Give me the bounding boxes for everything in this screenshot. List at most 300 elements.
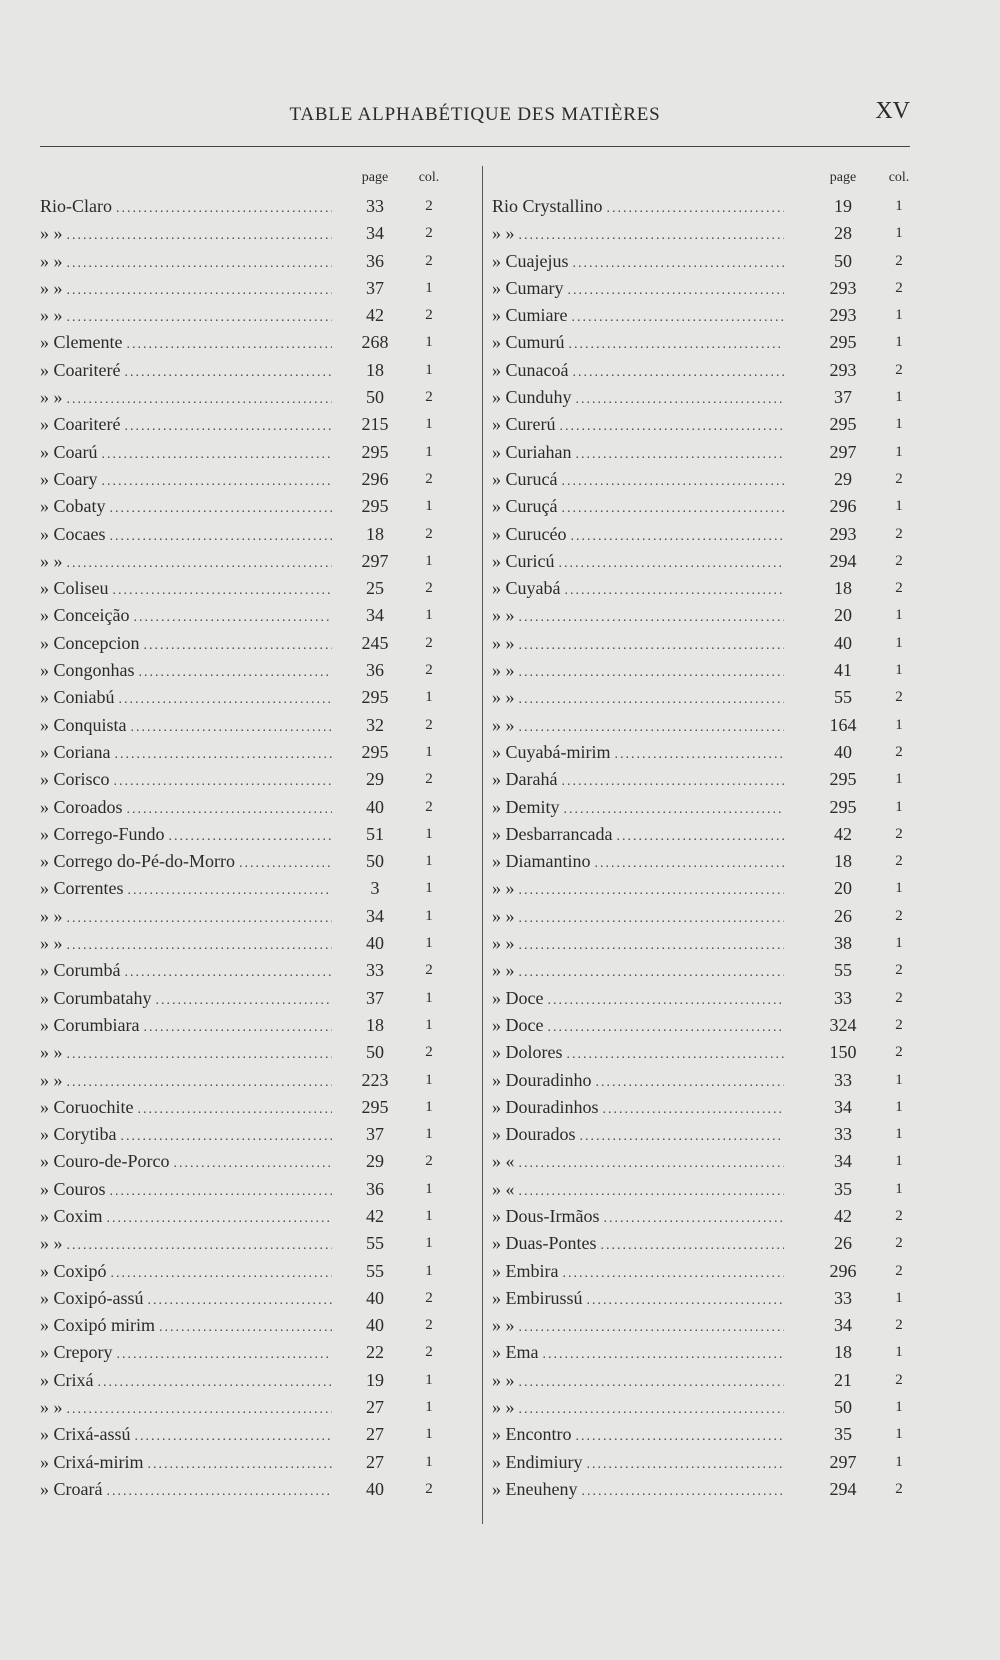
dot-leader [67, 283, 333, 299]
page-column-header: page [829, 170, 857, 185]
index-entry [40, 385, 475, 412]
dot-leader [148, 1293, 333, 1309]
entry-label: » Corrego do-Pé-do-Morro [40, 851, 235, 872]
entry-page: 296 [829, 496, 857, 517]
index-entry [40, 1122, 475, 1149]
dot-leader [110, 501, 333, 517]
entry-page: 28 [834, 223, 852, 244]
entry-label: Rio-Claro [40, 196, 112, 216]
entry-page: 293 [829, 305, 857, 326]
index-entry [492, 1013, 917, 1040]
entry-name [492, 769, 784, 793]
entry-label: » Cocaes [40, 523, 106, 544]
entry-name [40, 1370, 332, 1394]
entry-page: 19 [834, 196, 852, 216]
index-entry [40, 631, 475, 658]
entry-label: » Curucéo [492, 523, 567, 544]
entry-label: » « [492, 1178, 515, 1199]
index-entry [492, 713, 917, 740]
entry-col: 1 [425, 498, 433, 515]
entry-col: 1 [895, 607, 903, 624]
entry-col: 2 [895, 1262, 903, 1279]
entry-col: 2 [425, 307, 433, 324]
entry-page: 34 [366, 223, 384, 244]
entry-name [40, 797, 332, 821]
entry-label: » Cumiare [492, 305, 568, 326]
entry-col: 1 [895, 307, 903, 324]
index-entry [40, 1231, 475, 1258]
entry-label: » Coniabú [40, 687, 115, 708]
entry-col: 1 [895, 334, 903, 351]
entry-label: » Congonhas [40, 660, 135, 681]
entry-name [40, 906, 332, 930]
entry-page: 40 [366, 1315, 384, 1336]
entry-label: » Dourados [492, 1124, 576, 1145]
dot-leader [106, 1484, 332, 1500]
entry-label: » » [40, 387, 63, 408]
entry-name [40, 414, 332, 438]
entry-name [492, 1424, 784, 1448]
entry-col: 2 [425, 580, 433, 597]
entry-page: 26 [834, 905, 852, 926]
index-entry [492, 1122, 917, 1149]
entry-col: 1 [895, 1098, 903, 1115]
dot-leader [113, 583, 332, 599]
entry-label: » Darahá [492, 769, 558, 790]
entry-page: 215 [361, 414, 389, 435]
entry-page: 20 [834, 605, 852, 626]
index-entry [492, 1231, 917, 1258]
entry-label: » » [492, 878, 515, 899]
entry-col: 2 [895, 1317, 903, 1334]
entry-page: 18 [366, 1014, 384, 1035]
dot-leader [67, 228, 333, 244]
dot-leader [575, 447, 784, 463]
dot-leader [126, 337, 332, 353]
entry-label: » Crixá-mirim [40, 1451, 144, 1472]
dot-leader [559, 419, 784, 435]
entry-col: 1 [425, 1071, 433, 1088]
entry-label: » Curuçá [492, 496, 558, 517]
index-entry [40, 822, 475, 849]
dot-leader [116, 1347, 332, 1363]
entry-page: 3 [370, 878, 380, 899]
entry-page: 33 [834, 987, 852, 1008]
index-entry [492, 1477, 917, 1504]
entry-label: » Doce [492, 987, 544, 1008]
entry-page: 37 [366, 987, 384, 1008]
entry-col: 1 [425, 1426, 433, 1443]
entry-label: » Cumurú [492, 332, 565, 353]
entry-col: 1 [425, 1016, 433, 1033]
dot-leader [67, 310, 333, 326]
entry-col: 2 [895, 1371, 903, 1388]
entry-label: » Desbarrancada [492, 823, 613, 844]
entry-col: 2 [895, 907, 903, 924]
dot-leader [147, 1457, 332, 1473]
page-column-header: page [361, 170, 389, 185]
dot-leader [607, 201, 784, 217]
entry-name [40, 278, 332, 302]
col-column-header: col. [888, 170, 910, 185]
entry-name [492, 1206, 784, 1230]
entry-page: 42 [834, 823, 852, 844]
entry-col: 2 [425, 389, 433, 406]
dot-leader [564, 583, 784, 599]
entry-name [40, 360, 332, 384]
entry-name [492, 960, 784, 984]
index-entry [492, 931, 917, 958]
dot-leader [519, 720, 785, 736]
entry-name [492, 1015, 784, 1039]
entry-name [40, 196, 332, 220]
entry-label: » Coarú [40, 441, 98, 462]
column-header [40, 168, 475, 194]
entry-page: 19 [366, 1369, 384, 1390]
entry-page: 32 [366, 714, 384, 735]
entry-label: » » [40, 250, 63, 271]
header-rule [40, 146, 910, 147]
entry-col: 1 [895, 771, 903, 788]
dot-leader [67, 911, 333, 927]
index-entry [40, 576, 475, 603]
index-entry [492, 1204, 917, 1231]
entry-col: 2 [895, 689, 903, 706]
entry-page: 55 [366, 1260, 384, 1281]
dot-leader [173, 1156, 332, 1172]
index-column-right [492, 168, 917, 1504]
index-entry [40, 904, 475, 931]
index-entry [492, 1259, 917, 1286]
entry-label: » Coriana [40, 741, 111, 762]
dot-leader [124, 365, 332, 381]
entry-page: 35 [834, 1178, 852, 1199]
entry-label: » Corytiba [40, 1124, 117, 1145]
entry-page: 33 [834, 1069, 852, 1090]
entry-name [40, 496, 332, 520]
entry-name [40, 305, 332, 329]
entry-page: 297 [361, 550, 389, 571]
dot-leader [169, 829, 333, 845]
entry-page: 27 [366, 1397, 384, 1418]
entry-page: 26 [834, 1233, 852, 1254]
entry-col: 2 [425, 470, 433, 487]
dot-leader [519, 665, 785, 681]
entry-col: 2 [895, 470, 903, 487]
entry-name [492, 251, 784, 275]
entry-page: 295 [361, 741, 389, 762]
index-entry [492, 412, 917, 439]
entry-page: 293 [829, 277, 857, 298]
entry-page: 50 [834, 250, 852, 271]
dot-leader [67, 1238, 333, 1254]
index-entry [492, 330, 917, 357]
entry-label: » Couro-de-Porco [40, 1151, 170, 1172]
entry-col: 2 [895, 853, 903, 870]
dot-leader [121, 1129, 333, 1145]
entry-page: 40 [834, 741, 852, 762]
entry-page: 40 [366, 1287, 384, 1308]
entry-col: 1 [425, 1207, 433, 1224]
dot-leader [519, 911, 785, 927]
entry-name [492, 360, 784, 384]
index-entry [492, 685, 917, 712]
entry-page: 268 [361, 332, 389, 353]
entry-name [40, 1479, 332, 1503]
entry-name [492, 1397, 784, 1421]
entry-page: 295 [361, 687, 389, 708]
entry-label: » » [40, 1233, 63, 1254]
entry-label: » Duas-Pontes [492, 1233, 597, 1254]
entry-name [492, 988, 784, 1012]
entry-page: 294 [829, 1478, 857, 1499]
entry-label: » Curiahan [492, 441, 572, 462]
entry-name [40, 332, 332, 356]
entry-name [492, 687, 784, 711]
entry-col: 1 [895, 1426, 903, 1443]
dot-leader [562, 1266, 784, 1282]
entry-name [40, 1042, 332, 1066]
entry-label: » Endimiury [492, 1451, 583, 1472]
dot-leader [561, 501, 784, 517]
dot-leader [569, 337, 784, 353]
entry-page: 245 [361, 632, 389, 653]
entry-page: 50 [366, 387, 384, 408]
index-entry [492, 1068, 917, 1095]
entry-col: 1 [895, 1071, 903, 1088]
entry-page: 34 [834, 1096, 852, 1117]
entry-col: 2 [895, 1207, 903, 1224]
entry-label: » Coroados [40, 796, 123, 817]
index-entry [492, 1286, 917, 1313]
dot-leader [587, 1457, 785, 1473]
entry-label: » » [492, 905, 515, 926]
dot-leader [127, 883, 332, 899]
dot-leader [67, 1402, 333, 1418]
entry-page: 35 [834, 1424, 852, 1445]
dot-leader [519, 938, 785, 954]
entry-label: » Cuyabá-mirim [492, 741, 611, 762]
entry-name [492, 1288, 784, 1312]
entry-col: 2 [895, 252, 903, 269]
entry-label: » Corumbatahy [40, 987, 152, 1008]
entry-label: » Crepory [40, 1342, 113, 1363]
index-entry [492, 658, 917, 685]
entry-label: » Coxim [40, 1205, 103, 1226]
index-list-left [40, 194, 475, 1504]
index-entry [492, 1368, 917, 1395]
entry-label: » Ema [492, 1342, 539, 1363]
index-entry [492, 494, 917, 521]
entry-label: » » [492, 1397, 515, 1418]
entry-label: » Coariteré [40, 414, 121, 435]
dot-leader [564, 802, 785, 818]
entry-name [492, 715, 784, 739]
dot-leader [111, 1266, 332, 1282]
entry-label: » Cuyabá [492, 578, 561, 599]
entry-page: 293 [829, 523, 857, 544]
entry-page: 34 [366, 605, 384, 626]
entry-label: » » [40, 223, 63, 244]
dot-leader [133, 610, 332, 626]
entry-page: 296 [829, 1260, 857, 1281]
entry-page: 50 [366, 1042, 384, 1063]
entry-page: 34 [834, 1315, 852, 1336]
entry-page: 295 [829, 769, 857, 790]
dot-leader [561, 474, 784, 490]
entry-col: 1 [425, 416, 433, 433]
entry-page: 18 [366, 523, 384, 544]
dot-leader [102, 474, 333, 490]
dot-leader [67, 938, 333, 954]
entry-name [492, 906, 784, 930]
dot-leader [519, 1320, 785, 1336]
index-entry [40, 358, 475, 385]
index-entry [40, 221, 475, 248]
entry-label: » Correntes [40, 878, 124, 899]
entry-page: 18 [834, 851, 852, 872]
entry-label: » Coxipó [40, 1260, 107, 1281]
index-entry [492, 522, 917, 549]
dot-leader [119, 692, 333, 708]
entry-label: » » [40, 1397, 63, 1418]
entry-name [492, 1261, 784, 1285]
index-entry [492, 221, 917, 248]
entry-label: » Conceição [40, 605, 130, 626]
dot-leader [547, 993, 784, 1009]
dot-leader [568, 283, 785, 299]
dot-leader [125, 965, 333, 981]
index-entry [492, 1450, 917, 1477]
entry-label: » Coxipó mirim [40, 1315, 156, 1336]
dot-leader [109, 529, 332, 545]
entry-label: » Corrego-Fundo [40, 823, 165, 844]
entry-page: 18 [366, 359, 384, 380]
entry-page: 25 [366, 578, 384, 599]
entry-page: 324 [829, 1014, 857, 1035]
entry-col: 1 [895, 634, 903, 651]
index-entry [40, 740, 475, 767]
entry-col: 1 [895, 416, 903, 433]
entry-col: 2 [425, 662, 433, 679]
dot-leader [594, 856, 784, 872]
entry-col: 1 [425, 1399, 433, 1416]
index-entry [40, 494, 475, 521]
entry-name [492, 1370, 784, 1394]
dot-leader [601, 1238, 785, 1254]
entry-name [492, 1479, 784, 1503]
dot-leader [580, 1129, 785, 1145]
entry-col: 1 [895, 1399, 903, 1416]
entry-name [40, 1179, 332, 1203]
dot-leader [107, 1211, 332, 1227]
entry-label: » Corumbiara [40, 1014, 140, 1035]
entry-page: 296 [361, 468, 389, 489]
entry-label: » Demity [492, 796, 560, 817]
entry-label: » Cuajejus [492, 250, 569, 271]
entry-col: 1 [425, 935, 433, 952]
entry-page: 42 [366, 305, 384, 326]
dot-leader [519, 1156, 785, 1172]
entry-page: 37 [366, 1124, 384, 1145]
entry-col: 1 [895, 880, 903, 897]
entry-page: 38 [834, 933, 852, 954]
dot-leader [573, 256, 785, 272]
entry-col: 1 [895, 1153, 903, 1170]
index-entry [492, 194, 917, 221]
entry-label: » » [40, 277, 63, 298]
index-entry [40, 795, 475, 822]
index-entry [492, 849, 917, 876]
dot-leader [519, 1375, 785, 1391]
entry-page: 164 [829, 714, 857, 735]
entry-name [492, 332, 784, 356]
index-entry [40, 1313, 475, 1340]
entry-name [40, 851, 332, 875]
dot-leader [519, 692, 785, 708]
dot-leader [239, 856, 332, 872]
index-entry [40, 931, 475, 958]
entry-label: » » [492, 1315, 515, 1336]
dot-leader [595, 1075, 784, 1091]
entry-label: » Diamantino [492, 851, 591, 872]
index-entry [492, 958, 917, 985]
entry-label: » » [492, 660, 515, 681]
dot-leader [519, 883, 785, 899]
index-entry [40, 1040, 475, 1067]
entry-name [40, 1151, 332, 1175]
dot-leader [116, 201, 332, 217]
entry-page: 295 [361, 441, 389, 462]
index-entry [492, 1395, 917, 1422]
dot-leader [143, 638, 332, 654]
entry-name [40, 578, 332, 602]
dot-leader [616, 829, 784, 845]
entry-col: 1 [425, 279, 433, 296]
entry-label: » Doce [492, 1014, 544, 1035]
entry-label: » Cunacoá [492, 359, 569, 380]
index-entry [492, 549, 917, 576]
index-entry [40, 330, 475, 357]
entry-page: 223 [361, 1069, 389, 1090]
index-entry [492, 276, 917, 303]
entry-name [492, 305, 784, 329]
entry-name [492, 878, 784, 902]
entry-label: » Dolores [492, 1042, 563, 1063]
entry-name [492, 1452, 784, 1476]
index-entry [492, 876, 917, 903]
entry-page: 36 [366, 250, 384, 271]
entry-col: 2 [425, 225, 433, 242]
dot-leader [67, 256, 333, 272]
entry-label: » » [492, 605, 515, 626]
entry-name [40, 524, 332, 548]
entry-name [40, 960, 332, 984]
entry-page: 40 [366, 1478, 384, 1499]
entry-name [492, 278, 784, 302]
entry-name [40, 551, 332, 575]
dot-leader [519, 610, 785, 626]
index-entry [492, 467, 917, 494]
dot-leader [137, 1102, 332, 1118]
entry-col: 2 [425, 252, 433, 269]
entry-label: » Coary [40, 468, 98, 489]
page-header [40, 98, 910, 138]
entry-name [492, 1124, 784, 1148]
entry-name [40, 1206, 332, 1230]
entry-col: 1 [425, 689, 433, 706]
entry-page: 50 [366, 851, 384, 872]
